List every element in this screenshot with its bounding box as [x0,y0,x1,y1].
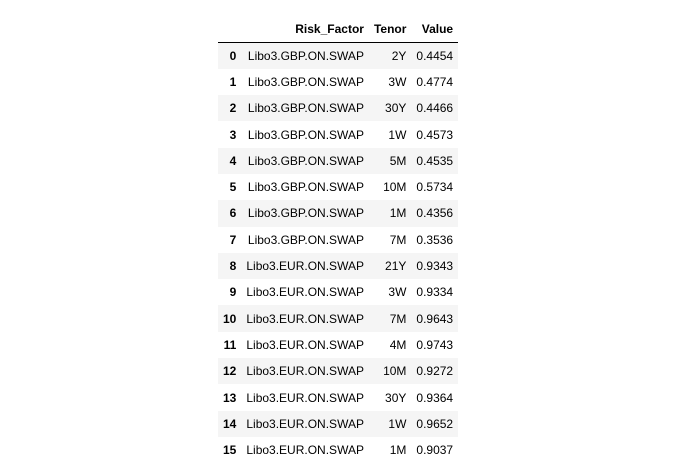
row-index: 8 [229,259,237,274]
value-cell: 0.9343 [416,259,454,274]
row-index: 2 [229,101,237,116]
tenor-cell: 30Y [385,101,407,116]
table-row [218,305,458,331]
value-cell: 0.4535 [416,153,454,168]
row-index: 12 [223,364,237,379]
table-row [218,279,458,305]
row-index: 4 [229,153,237,168]
dataframe-table [218,17,458,463]
risk-factor-cell: Libo3.GBP.ON.SWAP [247,101,364,116]
tenor-cell: 5M [389,153,407,168]
header-value: Value [411,17,458,42]
tenor-cell: 3W [388,74,407,89]
tenor-cell: 1M [389,443,407,458]
risk-factor-cell: Libo3.EUR.ON.SWAP [246,443,364,458]
risk-factor-cell: Libo3.EUR.ON.SWAP [246,337,364,352]
risk-factor-cell: Libo3.EUR.ON.SWAP [246,259,364,274]
row-index: 3 [229,127,237,142]
table-row [218,200,458,226]
row-index: 10 [223,311,237,326]
table-row [218,121,458,147]
risk-factor-cell: Libo3.EUR.ON.SWAP [246,390,364,405]
value-cell: 0.9334 [416,285,454,300]
value-cell: 0.9652 [416,416,454,431]
table-row [218,227,458,253]
table-row [218,332,458,358]
row-index: 5 [229,180,237,195]
value-cell: 0.3536 [416,232,454,247]
risk-factor-cell: Libo3.GBP.ON.SWAP [247,48,364,63]
header-index [218,17,241,42]
tenor-cell: 3W [388,285,407,300]
header-tenor: Tenor [369,17,411,42]
tenor-cell: 21Y [385,259,407,274]
risk-factor-cell: Libo3.EUR.ON.SWAP [246,416,364,431]
table-row [218,174,458,200]
value-cell: 0.9643 [416,311,454,326]
value-cell: 0.4356 [416,206,454,221]
risk-factor-cell: Libo3.GBP.ON.SWAP [247,153,364,168]
table-row [218,358,458,384]
row-index: 14 [223,416,237,431]
tenor-cell: 30Y [385,390,407,405]
table-row [218,253,458,279]
risk-factor-cell: Libo3.GBP.ON.SWAP [247,232,364,247]
value-cell: 0.9364 [416,390,454,405]
risk-factor-cell: Libo3.GBP.ON.SWAP [247,74,364,89]
risk-factor-cell: Libo3.GBP.ON.SWAP [247,127,364,142]
table-row [218,69,458,95]
header-row [218,17,458,42]
table-row [218,42,458,69]
risk-factor-cell: Libo3.EUR.ON.SWAP [246,311,364,326]
row-index: 7 [229,232,237,247]
value-cell: 0.4466 [416,101,454,116]
table-row [218,148,458,174]
tenor-cell: 10M [383,364,407,379]
table-row [218,411,458,437]
value-cell: 0.9743 [416,337,454,352]
tenor-cell: 4M [389,337,407,352]
value-cell: 0.9272 [416,364,454,379]
row-index: 15 [223,443,237,458]
table-row [218,437,458,463]
row-index: 0 [229,48,237,63]
value-cell: 0.4454 [416,48,454,63]
row-index: 11 [223,337,237,352]
risk-factor-cell: Libo3.EUR.ON.SWAP [246,285,364,300]
tenor-cell: 1W [388,416,407,431]
tenor-cell: 1M [389,206,407,221]
table-row [218,95,458,121]
table-body [218,42,458,463]
row-index: 1 [229,74,237,89]
row-index: 13 [223,390,237,405]
tenor-cell: 10M [383,180,407,195]
tenor-cell: 2Y [391,48,407,63]
tenor-cell: 7M [389,232,407,247]
risk-factor-cell: Libo3.EUR.ON.SWAP [246,364,364,379]
table-header [218,17,458,42]
header-risk-factor: Risk_Factor [241,17,369,42]
value-cell: 0.4774 [416,74,454,89]
value-cell: 0.5734 [416,180,454,195]
dataframe-output [218,17,458,463]
value-cell: 0.4573 [416,127,454,142]
tenor-cell: 7M [389,311,407,326]
risk-factor-cell: Libo3.GBP.ON.SWAP [247,180,364,195]
table-row [218,384,458,410]
tenor-cell: 1W [388,127,407,142]
row-index: 9 [229,285,237,300]
row-index: 6 [229,206,237,221]
value-cell: 0.9037 [416,443,454,458]
risk-factor-cell: Libo3.GBP.ON.SWAP [247,206,364,221]
